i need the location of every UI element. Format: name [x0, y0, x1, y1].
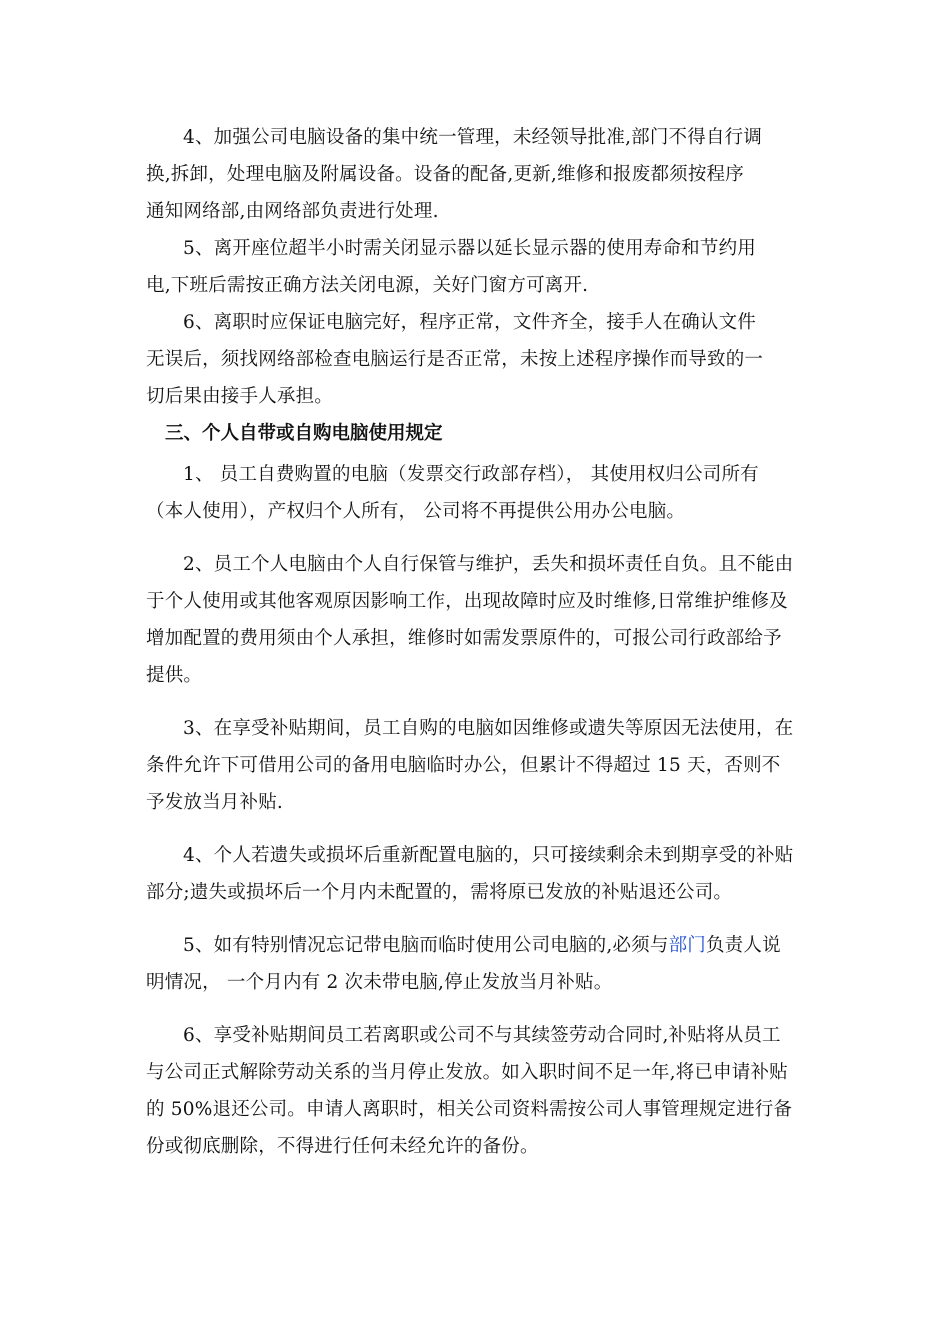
section-item-3-line-2: 条件允许下可借用公司的备用电脑临时办公，但累计不得超过 15 天，否则不 — [146, 755, 781, 776]
section-item-3-line-3: 予发放当月补贴. — [146, 792, 283, 813]
section-item-6-line-4: 份或彻底删除，不得进行任何未经允许的备份。 — [146, 1136, 539, 1157]
paragraph-5-line-1: 5、离开座位超半小时需关闭显示器以延长显示器的使用寿命和节约用 — [183, 238, 756, 259]
section-item-1-line-2: （本人使用），产权归个人所有， 公司将不再提供公用办公电脑。 — [146, 501, 686, 522]
section-heading: 三、个人自带或自购电脑使用规定 — [165, 423, 443, 444]
paragraph-4-line-3: 通知网络部,由网络部负责进行处理. — [146, 201, 439, 222]
section-item-5-line-2: 明情况， 一个月内有 2 次未带电脑,停止发放当月补贴。 — [146, 972, 613, 993]
paragraph-5-line-2: 电,下班后需按正确方法关闭电源，关好门窗方可离开. — [146, 275, 589, 296]
paragraph-6-line-1: 6、离职时应保证电脑完好，程序正常，文件齐全，接手人在确认文件 — [183, 312, 756, 333]
section-item-1-line-1: 1、 员工自费购置的电脑（发票交行政部存档）， 其使用权归公司所有 — [183, 464, 759, 485]
paragraph-6-line-2: 无误后，须找网络部检查电脑运行是否正常，未按上述程序操作而导致的一 — [146, 349, 764, 370]
section-item-2-line-2: 于个人使用或其他客观原因影响工作，出现故障时应及时维修,日常维护维修及 — [146, 591, 788, 612]
section-item-6-line-1: 6、享受补贴期间员工若离职或公司不与其续签劳动合同时,补贴将从员工 — [183, 1025, 781, 1046]
section-item-2-line-1: 2、员工个人电脑由个人自行保管与维护，丢失和损坏责任自负。且不能由 — [183, 554, 794, 575]
section-item-2-line-4: 提供。 — [146, 665, 203, 686]
section-item-5-line-1 — [183, 934, 781, 958]
section-item-4-line-1: 4、个人若遗失或损坏后重新配置电脑的，只可接续剩余未到期享受的补贴 — [183, 845, 794, 866]
department-link[interactable]: 部门 — [668, 935, 706, 956]
section-item-6-line-3: 的 50%退还公司。申请人离职时，相关公司资料需按公司人事管理规定进行备 — [146, 1099, 793, 1120]
paragraph-4-line-1: 4、加强公司电脑设备的集中统一管理，未经领导批准,部门不得自行调 — [183, 127, 763, 148]
section-item-5-text-after-link: 负责人说 — [705, 935, 781, 956]
section-item-5-text-before-link: 5、如有特别情况忘记带电脑而临时使用公司电脑的,必须与 — [183, 935, 669, 956]
paragraph-6-line-3: 切后果由接手人承担。 — [146, 386, 334, 407]
section-item-4-line-2: 部分;遗失或损坏后一个月内未配置的，需将原已发放的补贴退还公司。 — [146, 882, 733, 903]
section-item-3-line-1: 3、在享受补贴期间，员工自购的电脑如因维修或遗失等原因无法使用，在 — [183, 718, 794, 739]
paragraph-4-line-2: 换,拆卸，处理电脑及附属设备。设备的配备,更新,维修和报废都须按程序 — [146, 164, 744, 185]
section-item-6-line-2: 与公司正式解除劳动关系的当月停止发放。如入职时间不足一年,将已申请补贴 — [146, 1062, 788, 1083]
section-item-2-line-3: 增加配置的费用须由个人承担，维修时如需发票原件的，可报公司行政部给予 — [146, 628, 782, 649]
